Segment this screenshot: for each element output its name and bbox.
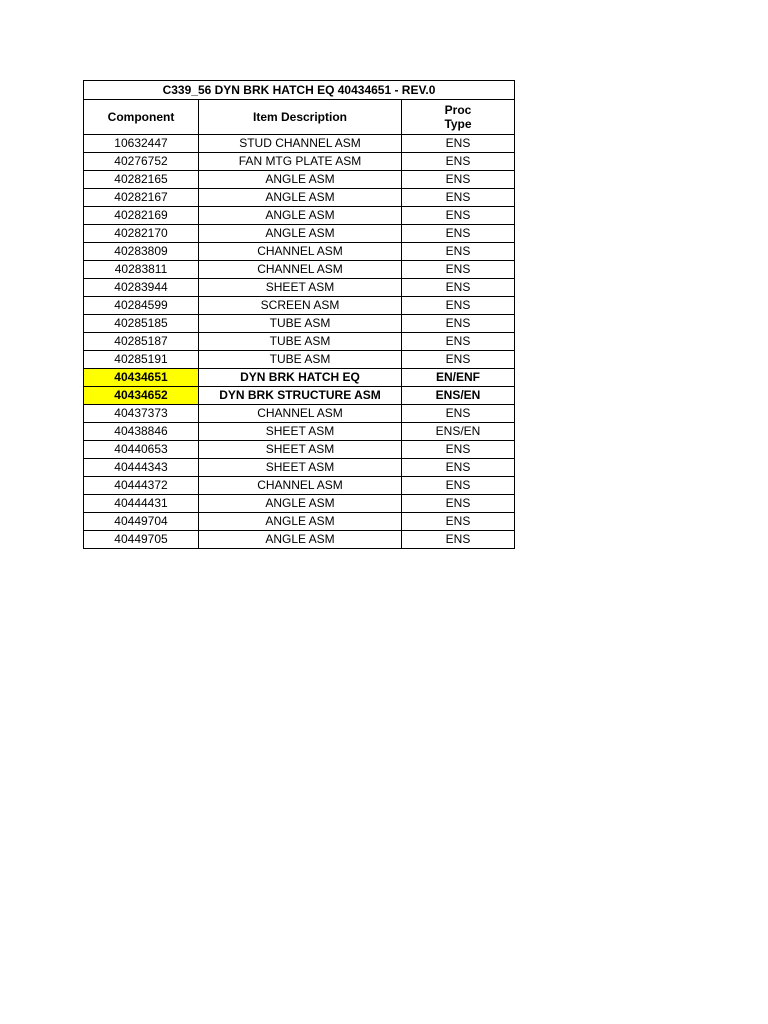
proc-type-cell: ENS: [402, 189, 515, 207]
item-description-cell: FAN MTG PLATE ASM: [199, 153, 402, 171]
component-cell: 40437373: [84, 405, 199, 423]
item-description-cell: ANGLE ASM: [199, 531, 402, 549]
component-cell: 40282165: [84, 171, 199, 189]
proc-type-cell: ENS: [402, 531, 515, 549]
proc-type-cell: ENS: [402, 153, 515, 171]
proc-type-cell: ENS: [402, 351, 515, 369]
proc-type-cell: ENS: [402, 225, 515, 243]
table-row: [84, 153, 515, 171]
proc-type-cell: ENS: [402, 477, 515, 495]
item-description-cell: ANGLE ASM: [199, 225, 402, 243]
component-cell: 40282170: [84, 225, 199, 243]
table-row: [84, 477, 515, 495]
proc-type-cell: ENS: [402, 243, 515, 261]
table-row: [84, 513, 515, 531]
item-description-cell: ANGLE ASM: [199, 189, 402, 207]
table-row: [84, 207, 515, 225]
item-description-cell: CHANNEL ASM: [199, 243, 402, 261]
table-body: [84, 135, 515, 549]
component-cell: 40444431: [84, 495, 199, 513]
proc-type-cell: ENS: [402, 315, 515, 333]
item-description-cell: SHEET ASM: [199, 279, 402, 297]
proc-type-cell: ENS: [402, 405, 515, 423]
component-cell: 40282167: [84, 189, 199, 207]
table-row: [84, 405, 515, 423]
table-row: [84, 531, 515, 549]
table-row: [84, 495, 515, 513]
item-description-cell: SCREEN ASM: [199, 297, 402, 315]
table-row: [84, 333, 515, 351]
item-description-cell: DYN BRK HATCH EQ: [199, 369, 402, 387]
component-cell: 40276752: [84, 153, 199, 171]
item-description-cell: SHEET ASM: [199, 459, 402, 477]
table-title: C339_56 DYN BRK HATCH EQ 40434651 - REV.0: [84, 81, 515, 100]
component-cell: 40444343: [84, 459, 199, 477]
component-cell: 40283811: [84, 261, 199, 279]
item-description-cell: STUD CHANNEL ASM: [199, 135, 402, 153]
table-row: [84, 297, 515, 315]
component-cell: 40434652: [84, 387, 199, 405]
table-row: [84, 423, 515, 441]
table-row: [84, 261, 515, 279]
proc-type-cell: ENS/EN: [402, 387, 515, 405]
item-description-cell: TUBE ASM: [199, 315, 402, 333]
bom-table: [83, 80, 515, 549]
item-description-cell: SHEET ASM: [199, 423, 402, 441]
column-header-proc-type: [402, 100, 515, 135]
table-row: [84, 135, 515, 153]
component-cell: 40449704: [84, 513, 199, 531]
component-cell: 40440653: [84, 441, 199, 459]
column-header-component: Component: [84, 100, 199, 135]
table-row: [84, 225, 515, 243]
table-row: [84, 387, 515, 405]
table-header-row: [84, 100, 515, 135]
proc-type-cell: ENS: [402, 297, 515, 315]
component-cell: 40285191: [84, 351, 199, 369]
component-cell: 40283809: [84, 243, 199, 261]
component-cell: 40282169: [84, 207, 199, 225]
item-description-cell: CHANNEL ASM: [199, 477, 402, 495]
table-row: [84, 189, 515, 207]
component-cell: 40283944: [84, 279, 199, 297]
table-row: [84, 351, 515, 369]
item-description-cell: ANGLE ASM: [199, 495, 402, 513]
table-row: [84, 279, 515, 297]
proc-type-cell: EN/ENF: [402, 369, 515, 387]
table-row: [84, 441, 515, 459]
component-cell: 10632447: [84, 135, 199, 153]
item-description-cell: ANGLE ASM: [199, 513, 402, 531]
column-header-item-description: Item Description: [199, 100, 402, 135]
component-cell: 40438846: [84, 423, 199, 441]
table-row: [84, 459, 515, 477]
proc-type-cell: ENS: [402, 171, 515, 189]
item-description-cell: ANGLE ASM: [199, 207, 402, 225]
item-description-cell: TUBE ASM: [199, 333, 402, 351]
proc-type-cell: ENS: [402, 495, 515, 513]
item-description-cell: SHEET ASM: [199, 441, 402, 459]
proc-type-cell: ENS: [402, 207, 515, 225]
component-cell: 40284599: [84, 297, 199, 315]
item-description-cell: TUBE ASM: [199, 351, 402, 369]
item-description-cell: CHANNEL ASM: [199, 405, 402, 423]
proc-type-cell: ENS: [402, 261, 515, 279]
item-description-cell: DYN BRK STRUCTURE ASM: [199, 387, 402, 405]
table-title-row: [84, 81, 515, 100]
proc-type-cell: ENS: [402, 279, 515, 297]
component-cell: 40285185: [84, 315, 199, 333]
table-row: [84, 243, 515, 261]
proc-type-header-line1: Proc: [444, 103, 472, 117]
proc-type-header-line2: Type: [444, 117, 472, 131]
proc-type-cell: ENS: [402, 459, 515, 477]
table-row: [84, 369, 515, 387]
table-row: [84, 171, 515, 189]
component-cell: 40449705: [84, 531, 199, 549]
proc-type-cell: ENS/EN: [402, 423, 515, 441]
proc-type-cell: ENS: [402, 513, 515, 531]
component-cell: 40285187: [84, 333, 199, 351]
item-description-cell: ANGLE ASM: [199, 171, 402, 189]
component-cell: 40434651: [84, 369, 199, 387]
proc-type-cell: ENS: [402, 135, 515, 153]
table-row: [84, 315, 515, 333]
component-cell: 40444372: [84, 477, 199, 495]
proc-type-cell: ENS: [402, 333, 515, 351]
item-description-cell: CHANNEL ASM: [199, 261, 402, 279]
proc-type-cell: ENS: [402, 441, 515, 459]
